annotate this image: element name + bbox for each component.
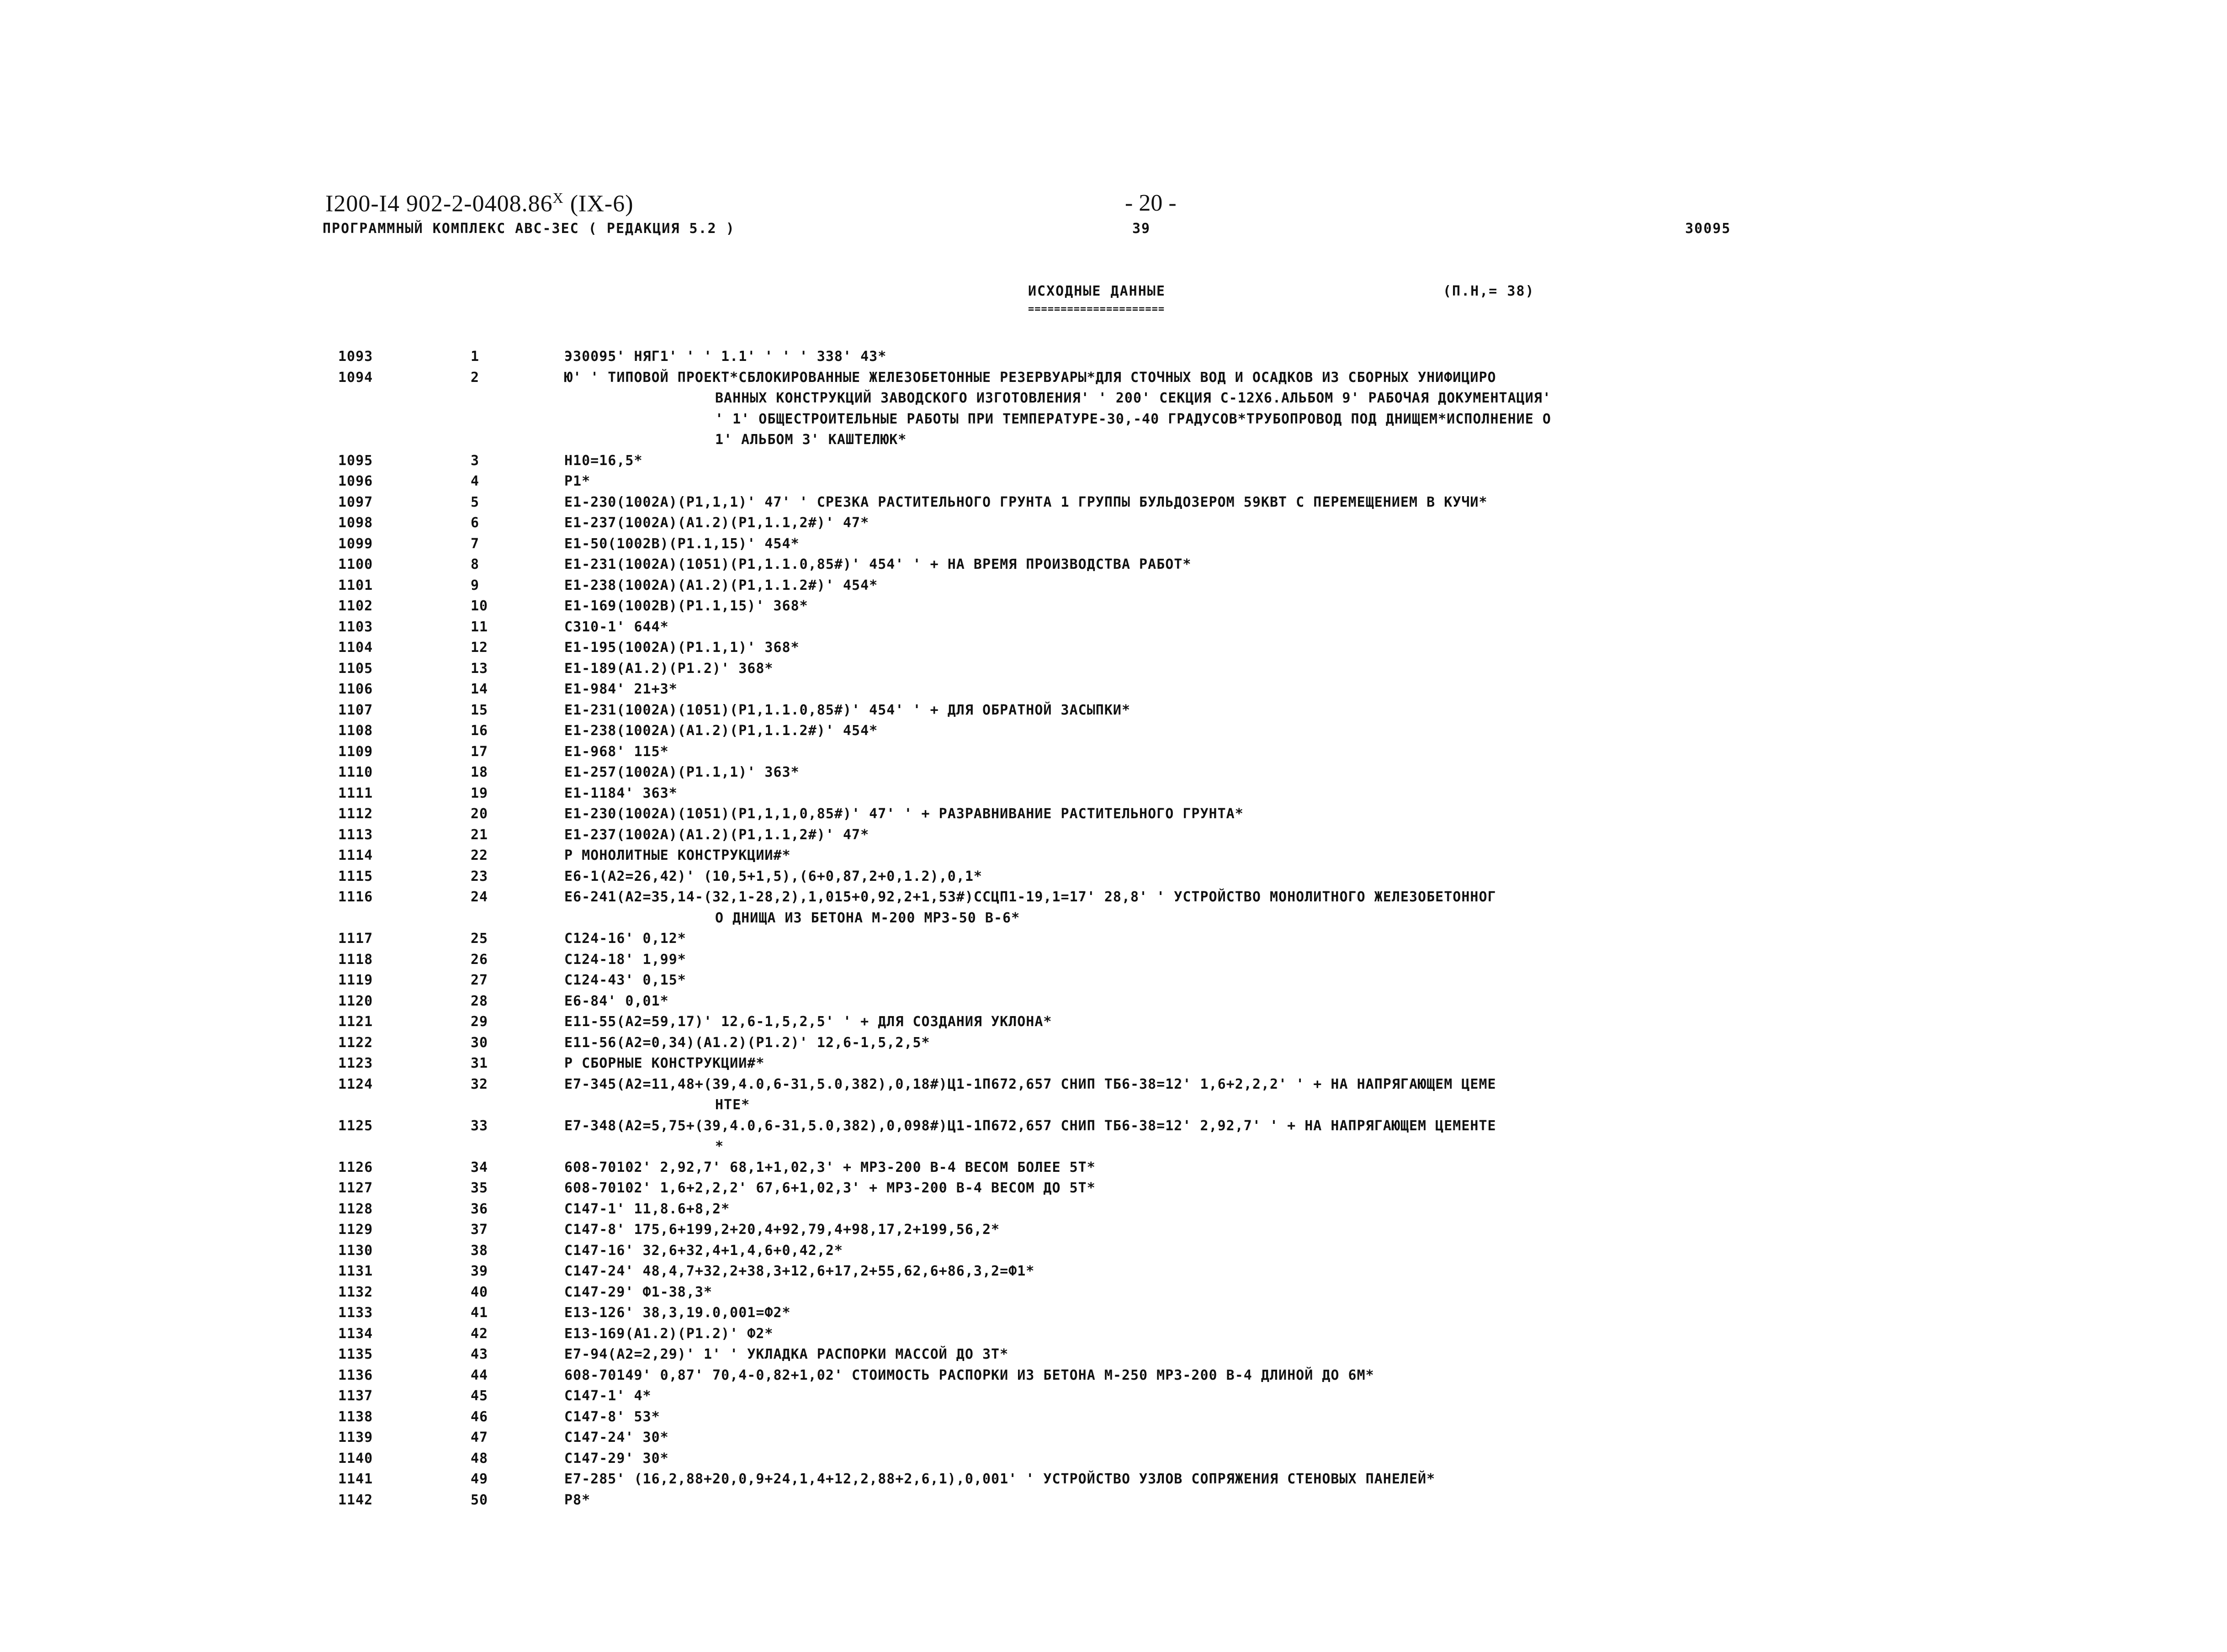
row-sequence-number: 1112 [338,806,373,822]
row-index: 30 [471,1034,488,1051]
row-text [564,1011,1965,1032]
section-parameter: (П.Н,= 38) [1443,283,1535,299]
row-sequence-number: 1124 [338,1076,373,1092]
row-text-line: С147-16' 32,6+32,4+1,4,6+0,42,2* [564,1242,843,1259]
listing-row [338,1448,1965,1469]
row-text-line: С147-8' 53* [564,1408,660,1425]
listing-row [338,1219,1965,1240]
listing-row [338,367,1965,450]
row-text [564,1053,1965,1074]
row-text-line: Е1-257(1002А)(Р1.1,1)' 363* [564,764,800,780]
row-text [564,825,1965,846]
row-text-line: Ю' ' ТИПОВОЙ ПРОЕКТ*СБЛОКИРОВАННЫЕ ЖЕЛЕЗОБЕТОННЫЕ РЕЗЕРВУАРЫ*ДЛЯ СТОЧНЫХ ВОД И ОСАДКОВ ИЗ СБОРНЫХ УНИФИЦИРО [564,369,1496,386]
row-index: 44 [471,1367,488,1383]
document-code: I200-I4 $902-2-0408.86^X$ (IX-6) [325,190,634,217]
row-index: 14 [471,681,488,697]
row-sequence-number: 1102 [338,598,373,614]
row-sequence-number: 1113 [338,826,373,843]
row-sequence-number: 1093 [338,349,373,365]
row-text [564,1365,1965,1386]
row-text-line: С147-1' 4* [564,1388,652,1404]
page-number: - 20 - [1125,190,1177,216]
row-text [564,1157,1965,1178]
row-sequence-number: 1116 [338,889,373,905]
listing-row [338,1490,1965,1511]
row-text [564,866,1965,887]
listing-row [338,845,1965,866]
row-text [564,762,1965,783]
row-text [564,346,1965,367]
row-text-line: Э30095' НЯГ1' ' ' 1.1' ' ' ' 338' 43* [564,349,887,365]
row-text-line: Е11-56(А2=0,34)(А1.2)(Р1.2)' 12,6-1,5,2,5* [564,1034,930,1051]
row-text [564,679,1965,700]
row-index: 21 [471,826,488,843]
row-text [564,887,1965,928]
row-index: 22 [471,847,488,863]
row-text [564,1240,1965,1261]
row-index: 50 [471,1492,488,1508]
row-text [564,367,1965,450]
listing-row [338,1116,1965,1157]
listing-row [338,1344,1965,1365]
row-continuation-line: ' 1' ОБЩЕСТРОИТЕЛЬНЫЕ РАБОТЫ ПРИ ТЕМПЕРАТУРЕ-30,-40 ГРАДУСОВ*ТРУБОПРОВОД ПОД ДНИЩЕМ*ИСПОЛНЕНИЕ О [715,411,1551,427]
row-index: 3 [471,452,480,469]
row-text-line: С147-29' 30* [564,1450,669,1467]
row-continuation-line: * [715,1138,724,1154]
row-sequence-number: 1135 [338,1346,373,1362]
row-text [564,471,1965,492]
row-text-line: С147-8' 175,6+199,2+20,4+92,79,4+98,17,2+199,56,2* [564,1222,1000,1238]
row-text-line: Е7-285' (16,2,88+20,0,9+24,1,4+12,2,88+2,6,1),0,001' ' УСТРОЙСТВО УЗЛОВ СОПРЯЖЕНИЯ СТЕНОВЫХ ПАНЕЛЕЙ* [564,1471,1436,1487]
row-text-line: Е7-94(А2=2,29)' 1' ' УКЛАДКА РАСПОРКИ МАССОЙ ДО 3Т* [564,1346,1009,1362]
row-text-line: С147-29' Ф1-38,3* [564,1284,713,1300]
row-index: 9 [471,577,480,593]
row-text [564,1344,1965,1365]
row-sequence-number: 1117 [338,931,373,947]
row-index: 36 [471,1201,488,1217]
row-index: 34 [471,1159,488,1175]
row-index: 33 [471,1117,488,1134]
row-sequence-number: 1095 [338,452,373,469]
row-text-line: Е1-195(1002А)(Р1.1,1)' 368* [564,640,800,656]
row-sequence-number: 1108 [338,723,373,739]
listing-row [338,346,1965,367]
row-sequence-number: 1097 [338,494,373,510]
listing-row [338,1365,1965,1386]
row-text [564,1407,1965,1428]
row-index: 38 [471,1242,488,1259]
row-sequence-number: 1120 [338,993,373,1009]
listing-row [338,1240,1965,1261]
row-text [564,928,1965,949]
row-text-line: С147-24' 48,4,7+32,2+38,3+12,6+17,2+55,62,6+86,3,2=Ф1* [564,1263,1035,1279]
row-continuation-line: ВАННЫХ КОНСТРУКЦИЙ ЗАВОДСКОГО ИЗГОТОВЛЕНИЯ' ' 200' СЕКЦИЯ С-12Х6.АЛЬБОМ 9' РАБОЧАЯ ДОКУМЕНТАЦИЯ' [715,390,1551,406]
row-sequence-number: 1096 [338,473,373,489]
row-text [564,637,1965,658]
listing-row [338,658,1965,679]
row-index: 10 [471,598,488,614]
row-sequence-number: 1123 [338,1055,373,1071]
row-text [564,1199,1965,1220]
row-sequence-number: 1104 [338,640,373,656]
row-sequence-number: 1109 [338,743,373,760]
row-index: 6 [471,515,480,531]
row-sequence-number: 1121 [338,1014,373,1030]
row-text-line: Е6-84' 0,01* [564,993,669,1009]
row-text [564,1490,1965,1511]
listing-row [338,1469,1965,1490]
row-sequence-number: 1131 [338,1263,373,1279]
row-index: 48 [471,1450,488,1467]
listing-row [338,492,1965,513]
row-text [564,720,1965,741]
listing-row [338,949,1965,970]
listing-row [338,679,1965,700]
row-index: 46 [471,1408,488,1425]
row-text [564,949,1965,970]
row-sequence-number: 1141 [338,1471,373,1487]
row-sequence-number: 1133 [338,1305,373,1321]
row-index: 18 [471,764,488,780]
listing-row [338,720,1965,741]
listing-row [338,637,1965,658]
row-text-line: С124-16' 0,12* [564,931,686,947]
row-index: 40 [471,1284,488,1300]
row-text [564,1074,1965,1116]
row-text-line: Н10=16,5* [564,452,643,469]
sheet-number: 39 [1132,221,1151,237]
row-sequence-number: 1139 [338,1430,373,1446]
row-sequence-number: 1130 [338,1242,373,1259]
row-text-line: С147-24' 30* [564,1430,669,1446]
row-sequence-number: 1132 [338,1284,373,1300]
row-sequence-number: 1103 [338,619,373,635]
row-text [564,804,1965,825]
row-text [564,1324,1965,1345]
row-text [564,783,1965,804]
row-index: 26 [471,951,488,968]
row-sequence-number: 1134 [338,1325,373,1342]
row-text-line: Е1-984' 21+3* [564,681,678,697]
listing-row [338,1178,1965,1199]
listing-row [338,741,1965,762]
row-text [564,1282,1965,1303]
row-text [564,700,1965,721]
listing [338,346,1965,1510]
row-text [564,1261,1965,1282]
row-text [564,970,1965,991]
row-index: 27 [471,972,488,988]
row-sequence-number: 1127 [338,1180,373,1196]
listing-row [338,1011,1965,1032]
row-text-line: Е1-237(1002А)(А1.2)(Р1,1.1,2#)' 47* [564,826,870,843]
row-index: 37 [471,1222,488,1238]
row-text-line: С147-1' 11,8.6+8,2* [564,1201,730,1217]
row-index: 49 [471,1471,488,1487]
row-text [564,575,1965,596]
row-sequence-number: 1118 [338,951,373,968]
row-text [564,845,1965,866]
row-index: 41 [471,1305,488,1321]
row-sequence-number: 1105 [338,660,373,677]
listing-row [338,1032,1965,1054]
row-sequence-number: 1111 [338,785,373,801]
row-text [564,513,1965,534]
row-index: 12 [471,640,488,656]
row-text [564,1219,1965,1240]
row-text-line: Е7-348(А2=5,75+(39,4.0,6-31,5.0,382),0,098#)Ц1-1П672,657 СНИП ТБ6-38=12' 2,92,7' ' + НА НАПРЯГАЮЩЕМ ЦЕМЕНТЕ [564,1117,1496,1134]
row-index: 47 [471,1430,488,1446]
row-index: 7 [471,535,480,552]
listing-row [338,825,1965,846]
row-text-line: Е1-230(1002А)(1051)(Р1,1,1,0,85#)' 47' ' + РАЗРАВНИВАНИЕ РАСТИТЕЛЬНОГО ГРУНТА* [564,806,1244,822]
row-text [564,1032,1965,1054]
row-index: 11 [471,619,488,635]
row-continuation-line: НТЕ* [715,1097,750,1113]
row-index: 16 [471,723,488,739]
row-text-line: Е1-50(1002В)(Р1.1,15)' 454* [564,535,800,552]
listing-row [338,575,1965,596]
row-text-line: Р1* [564,473,591,489]
row-text [564,1178,1965,1199]
row-index: 4 [471,473,480,489]
row-sequence-number: 1142 [338,1492,373,1508]
row-text-line: Е1-230(1002А)(Р1,1,1)' 47' ' СРЕЗКА РАСТИТЕЛЬНОГО ГРУНТА 1 ГРУППЫ БУЛЬДОЗЕРОМ 59КВТ С ПЕРЕМЕЩЕНИЕМ В КУЧИ* [564,494,1488,510]
listing-row [338,1427,1965,1448]
listing-row [338,928,1965,949]
row-text-line: Е13-169(А1.2)(Р1.2)' Ф2* [564,1325,774,1342]
listing-row [338,804,1965,825]
row-text [564,658,1965,679]
row-index: 35 [471,1180,488,1196]
row-sequence-number: 1110 [338,764,373,780]
row-index: 19 [471,785,488,801]
row-sequence-number: 1114 [338,847,373,863]
row-text [564,492,1965,513]
listing-row [338,1261,1965,1282]
row-text [564,554,1965,575]
row-text-line: Е1-237(1002А)(А1.2)(Р1,1.1,2#)' 47* [564,515,870,531]
listing-row [338,1386,1965,1407]
row-text-line: Е11-55(А2=59,17)' 12,6-1,5,2,5' ' + ДЛЯ СОЗДАНИЯ УКЛОНА* [564,1014,1052,1030]
row-index: 32 [471,1076,488,1092]
row-sequence-number: 1094 [338,369,373,386]
listing-row [338,450,1965,471]
row-sequence-number: 1125 [338,1117,373,1134]
row-sequence-number: 1107 [338,702,373,718]
row-index: 43 [471,1346,488,1362]
program-name: ПРОГРАММНЫЙ КОМПЛЕКС АВС-ЗЕС ( РЕДАКЦИЯ 5.2 ) [323,221,735,237]
listing-row [338,1157,1965,1178]
listing-row [338,783,1965,804]
row-index: 15 [471,702,488,718]
row-continuation-line: 1' АЛЬБОМ 3' КАШТЕЛЮК* [715,432,907,448]
listing-row [338,1282,1965,1303]
row-text [564,1303,1965,1324]
row-index: 1 [471,349,480,365]
row-text [564,991,1965,1012]
row-text-line: С124-43' 0,15* [564,972,686,988]
row-text-line: С310-1' 644* [564,619,669,635]
listing-row [338,554,1965,575]
row-index: 39 [471,1263,488,1279]
row-text-line: С124-18' 1,99* [564,951,686,968]
row-text [564,1386,1965,1407]
section-title: ИСХОДНЫЕ ДАННЫЕ [1028,283,1166,299]
row-sequence-number: 1122 [338,1034,373,1051]
row-text-line: Е1-169(1002В)(Р1.1,15)' 368* [564,598,808,614]
listing-row [338,970,1965,991]
row-sequence-number: 1099 [338,535,373,552]
row-text-line: Р СБОРНЫЕ КОНСТРУКЦИИ#* [564,1055,765,1071]
row-index: 45 [471,1388,488,1404]
row-sequence-number: 1106 [338,681,373,697]
row-text-line: Е1-231(1002А)(1051)(Р1,1.1.0,85#)' 454' ' + ДЛЯ ОБРАТНОЙ ЗАСЫПКИ* [564,702,1130,718]
row-sequence-number: 1136 [338,1367,373,1383]
row-sequence-number: 1098 [338,515,373,531]
listing-row [338,596,1965,617]
row-index: 2 [471,369,480,386]
row-index: 28 [471,993,488,1009]
row-text-line: Е6-241(А2=35,14-(32,1-28,2),1,015+0,92,2+1,53#)ССЦП1-19,1=17' 28,8' ' УСТРОЙСТВО МОНОЛИТНОГО ЖЕЛЕЗОБЕТОННОГ [564,889,1496,905]
row-index: 24 [471,889,488,905]
document-code-superscript: X [552,190,564,206]
row-text-line: Р8* [564,1492,591,1508]
row-text-line: Е1-1184' 363* [564,785,678,801]
row-sequence-number: 1140 [338,1450,373,1467]
row-text-line: 608-70149' 0,87' 70,4-0,82+1,02' СТОИМОСТЬ РАСПОРКИ ИЗ БЕТОНА М-250 МРЗ-200 В-4 ДЛИНОЙ ДО 6М* [564,1367,1374,1383]
listing-row [338,1407,1965,1428]
project-code: 30095 [1685,221,1731,237]
row-text-line: Е6-1(А2=26,42)' (10,5+1,5),(6+0,87,2+0,1.2),0,1* [564,868,982,884]
row-sequence-number: 1138 [338,1408,373,1425]
row-index: 23 [471,868,488,884]
row-sequence-number: 1101 [338,577,373,593]
row-index: 31 [471,1055,488,1071]
row-index: 29 [471,1014,488,1030]
row-text-line: Е1-231(1002А)(1051)(Р1,1.1.0,85#)' 454' ' + НА ВРЕМЯ ПРОИЗВОДСТВА РАБОТ* [564,556,1192,572]
row-index: 5 [471,494,480,510]
row-continuation-line: О ДНИЩА ИЗ БЕТОНА М-200 МРЗ-50 В-6* [715,910,1020,926]
listing-row [338,700,1965,721]
row-index: 17 [471,743,488,760]
listing-row [338,471,1965,492]
row-text [564,1427,1965,1448]
row-sequence-number: 1129 [338,1222,373,1238]
row-sequence-number: 1126 [338,1159,373,1175]
listing-row [338,991,1965,1012]
listing-row [338,1074,1965,1116]
listing-row [338,1199,1965,1220]
listing-row [338,534,1965,555]
section-underline: ===================== [1028,303,1165,315]
listing-row [338,617,1965,638]
row-index: 20 [471,806,488,822]
row-sequence-number: 1100 [338,556,373,572]
row-index: 25 [471,931,488,947]
listing-row [338,1053,1965,1074]
listing-row [338,887,1965,928]
row-text [564,1469,1965,1490]
row-text-line: Е1-238(1002А)(А1.2)(Р1,1.1.2#)' 454* [564,577,878,593]
row-index: 13 [471,660,488,677]
row-text-line: Е1-189(А1.2)(Р1.2)' 368* [564,660,774,677]
row-text-line: Е1-238(1002А)(А1.2)(Р1,1.1.2#)' 454* [564,723,878,739]
row-text-line: 608-70102' 1,6+2,2,2' 67,6+1,02,3' + МРЗ-200 В-4 ВЕСОМ ДО 5Т* [564,1180,1096,1196]
listing-row [338,866,1965,887]
row-index: 42 [471,1325,488,1342]
row-text-line: 608-70102' 2,92,7' 68,1+1,02,3' + МРЗ-200 В-4 ВЕСОМ БОЛЕЕ 5Т* [564,1159,1096,1175]
row-text [564,596,1965,617]
row-text-line: Е7-345(А2=11,48+(39,4.0,6-31,5.0,382),0,18#)Ц1-1П672,657 СНИП ТБ6-38=12' 1,6+2,2,2' ' + НА НАПРЯГАЮЩЕМ ЦЕМЕ [564,1076,1496,1092]
row-sequence-number: 1137 [338,1388,373,1404]
row-text [564,1448,1965,1469]
row-text [564,534,1965,555]
row-text-line: Е1-968' 115* [564,743,669,760]
listing-row [338,1303,1965,1324]
row-index: 8 [471,556,480,572]
listing-row [338,1324,1965,1345]
row-text-line: Р МОНОЛИТНЫЕ КОНСТРУКЦИИ#* [564,847,791,863]
row-text [564,617,1965,638]
row-sequence-number: 1119 [338,972,373,988]
listing-row [338,762,1965,783]
row-text-line: Е13-126' 38,3,19.0,001=Ф2* [564,1305,791,1321]
row-text [564,741,1965,762]
row-sequence-number: 1128 [338,1201,373,1217]
listing-row [338,513,1965,534]
row-text [564,1116,1965,1157]
row-sequence-number: 1115 [338,868,373,884]
row-text [564,450,1965,471]
